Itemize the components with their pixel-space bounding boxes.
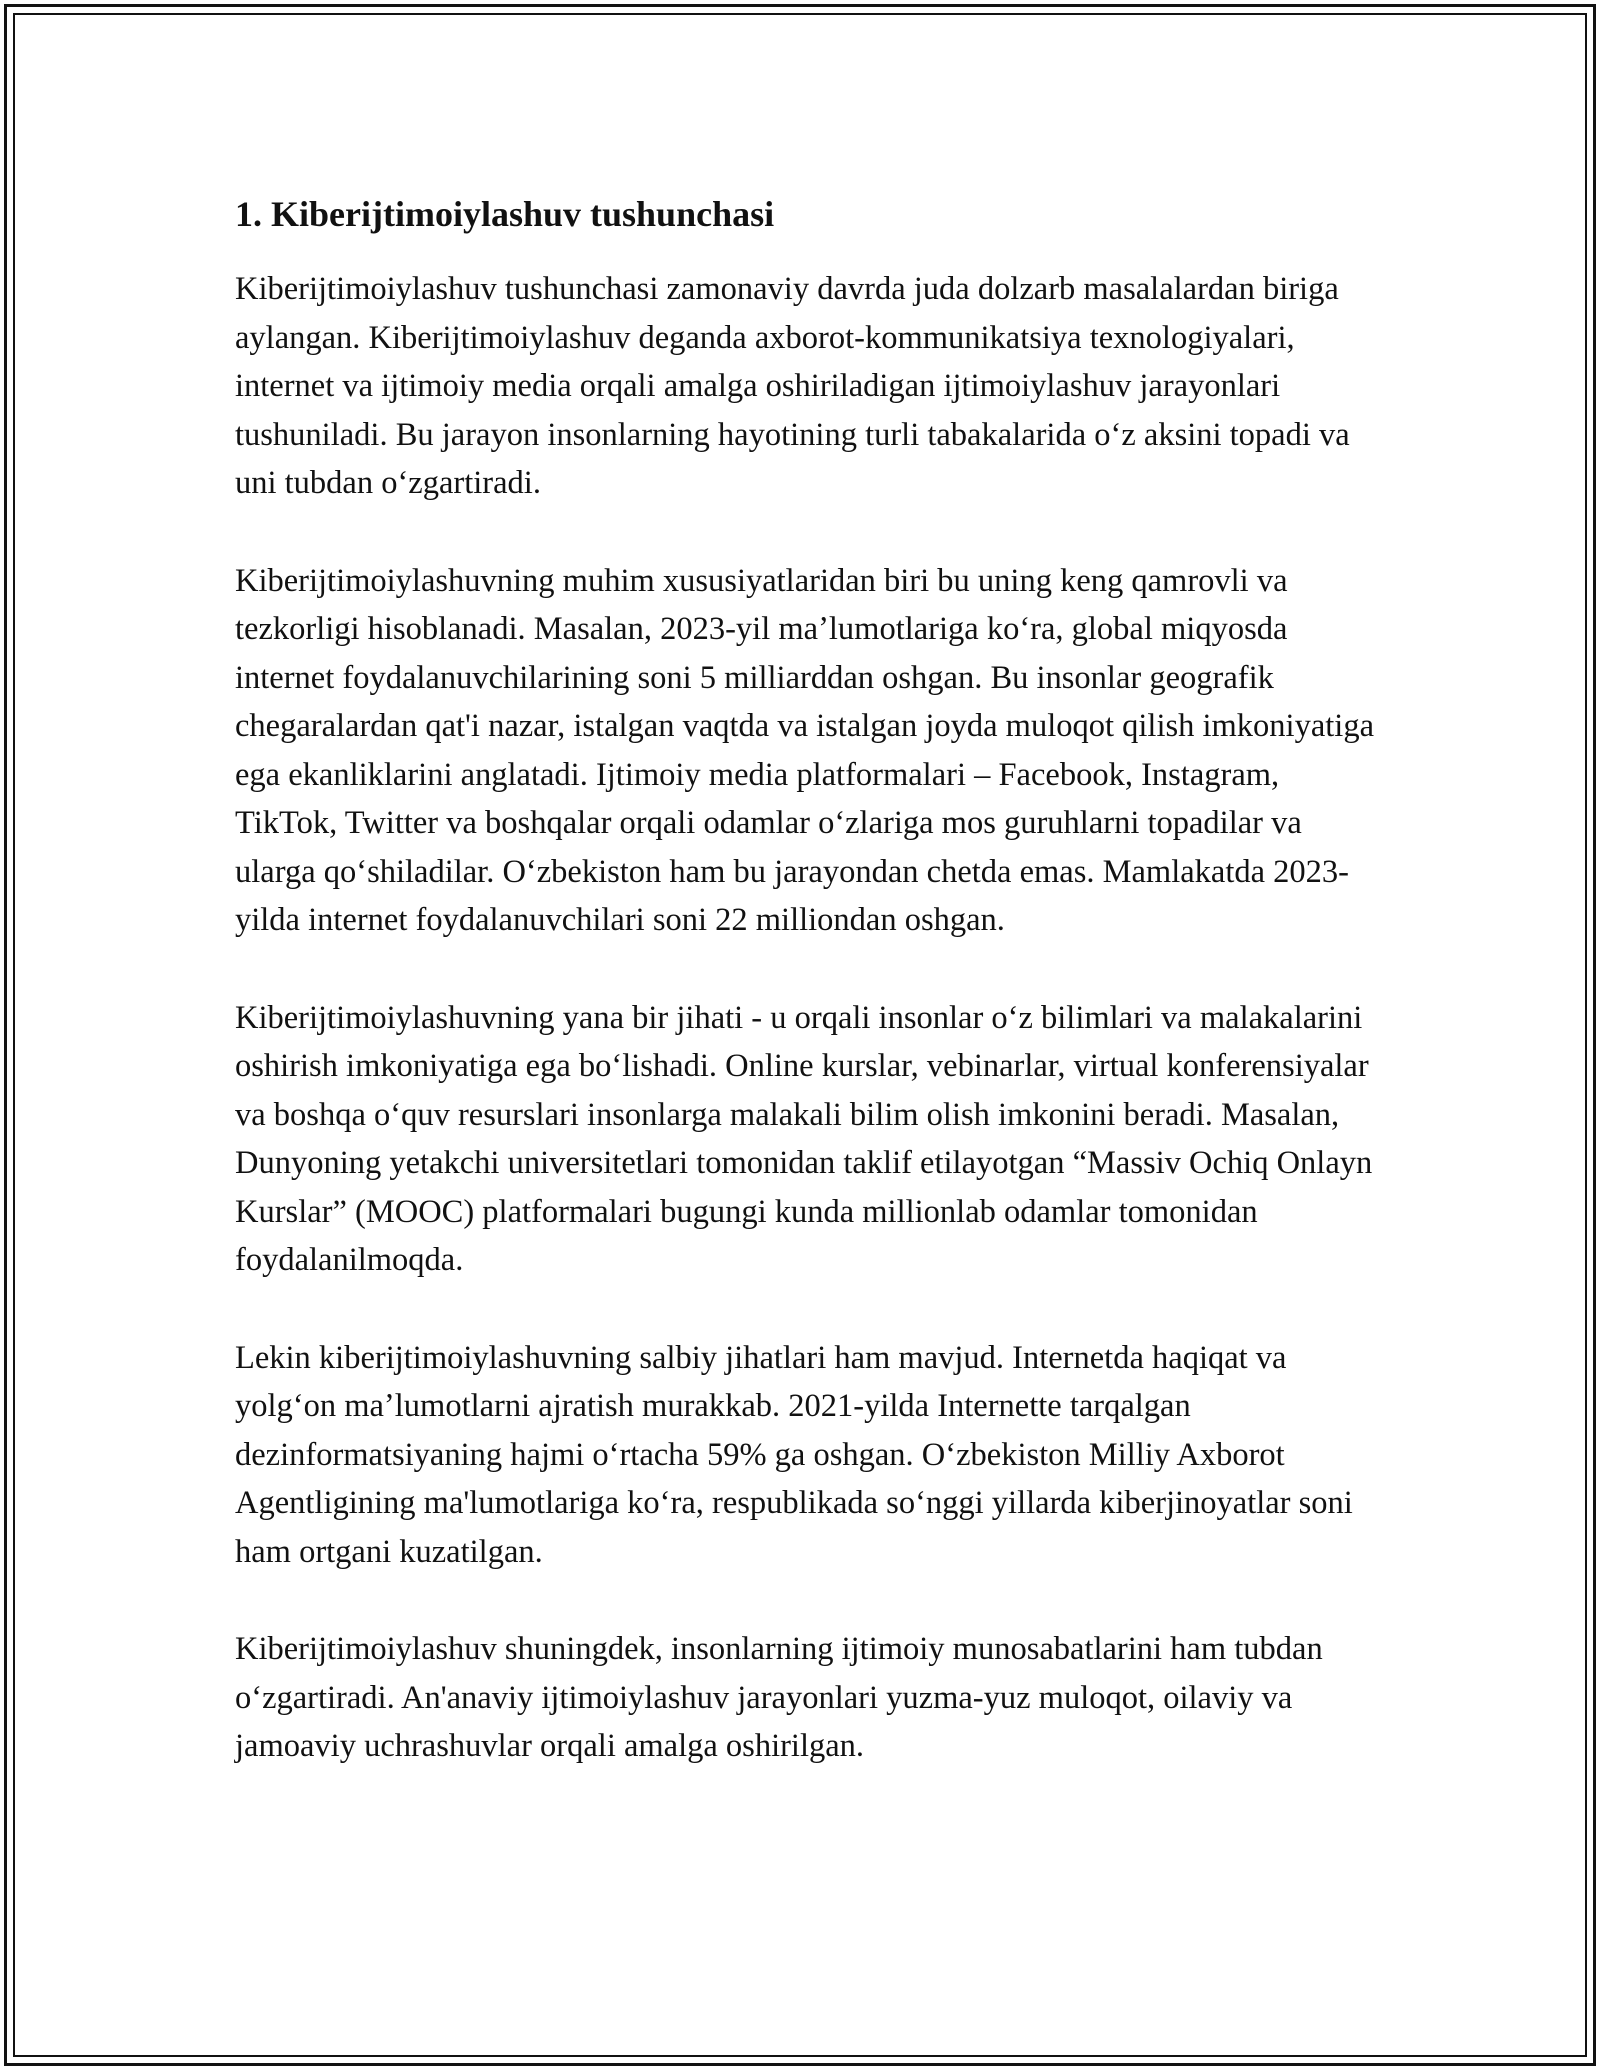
section-heading: 1. Kiberijtimoiylashuv tushunchasi: [235, 194, 775, 234]
paragraph-features: Kiberijtimoiylashuvning muhim xususiyatlaridan biri bu uning keng qamrovli va tezkorligi hisoblanadi. Masalan, 2023-yil maʼlumotlariga koʻra, global miqyosda internet foydalanuvchilarining soni 5 milliarddan oshgan. Bu insonlar geografik chegaralardan qat'i nazar, istalgan vaqtda va istalgan joyda muloqot qilish imkoniyatiga ega ekanliklarini anglatadi. Ijtimoiy media platformalari – Facebook, Instagram, TikTok, Twitter va boshqalar orqali odamlar oʻzlariga mos guruhlarni topadilar va ularga qoʻshiladilar. Oʻzbekiston ham bu jarayondan chetda emas. Mamlakatda 2023-yilda internet foydalanuvchilari soni 22 milliondan oshgan.: [235, 562, 1374, 938]
paragraph-negative: Lekin kiberijtimoiylashuvning salbiy jihatlari ham mavjud. Internetda haqiqat va yolgʻon maʼlumotlarni ajratish murakkab. 2021-yilda Internette tarqalgan dezinformatsiyaning hajmi oʻrtacha 59% ga oshgan. Oʻzbekiston Milliy Axborot Agentligining ma'lumotlariga koʻra, respublikada soʻnggi yillarda kiberjinoyatlar soni ham ortgani kuzatilgan.: [235, 1339, 1353, 1570]
document-body: [235, 185, 1375, 1820]
paragraph-education: Kiberijtimoiylashuvning yana bir jihati - u orqali insonlar oʻz bilimlari va malakalarini oshirish imkoniyatiga ega boʻlishadi. Online kurslar, vebinarlar, virtual konferensiyalar va boshqa oʻquv resurslari insonlarga malakali bilim olish imkonini beradi. Masalan, Dunyoning yetakchi universitetlari tomonidan taklif etilayotgan “Massiv Ochiq Onlayn Kurslar” (MOOC) platformalari bugungi kunda millionlab odamlar tomonidan foydalanilmoqda.: [235, 999, 1373, 1278]
paragraph-relations: Kiberijtimoiylashuv shuningdek, insonlarning ijtimoiy munosabatlarini ham tubdan oʻzgartiradi. An'anaviy ijtimoiylashuv jarayonlari yuzma-yuz muloqot, oilaviy va jamoaviy uchrashuvlar orqali amalga oshirilgan.: [235, 1631, 1323, 1764]
paragraph-intro: Kiberijtimoiylashuv tushunchasi zamonaviy davrda juda dolzarb masalalardan biriga aylangan. Kiberijtimoiylashuv deganda axborot-kommunikatsiya texnologiyalari, internet va ijtimoiy media orqali amalga oshiriladigan ijtimoiylashuv jarayonlari tushuniladi. Bu jarayon insonlarning hayotining turli tabakalarida oʻz aksini topadi va uni tubdan oʻzgartiradi.: [235, 271, 1350, 501]
